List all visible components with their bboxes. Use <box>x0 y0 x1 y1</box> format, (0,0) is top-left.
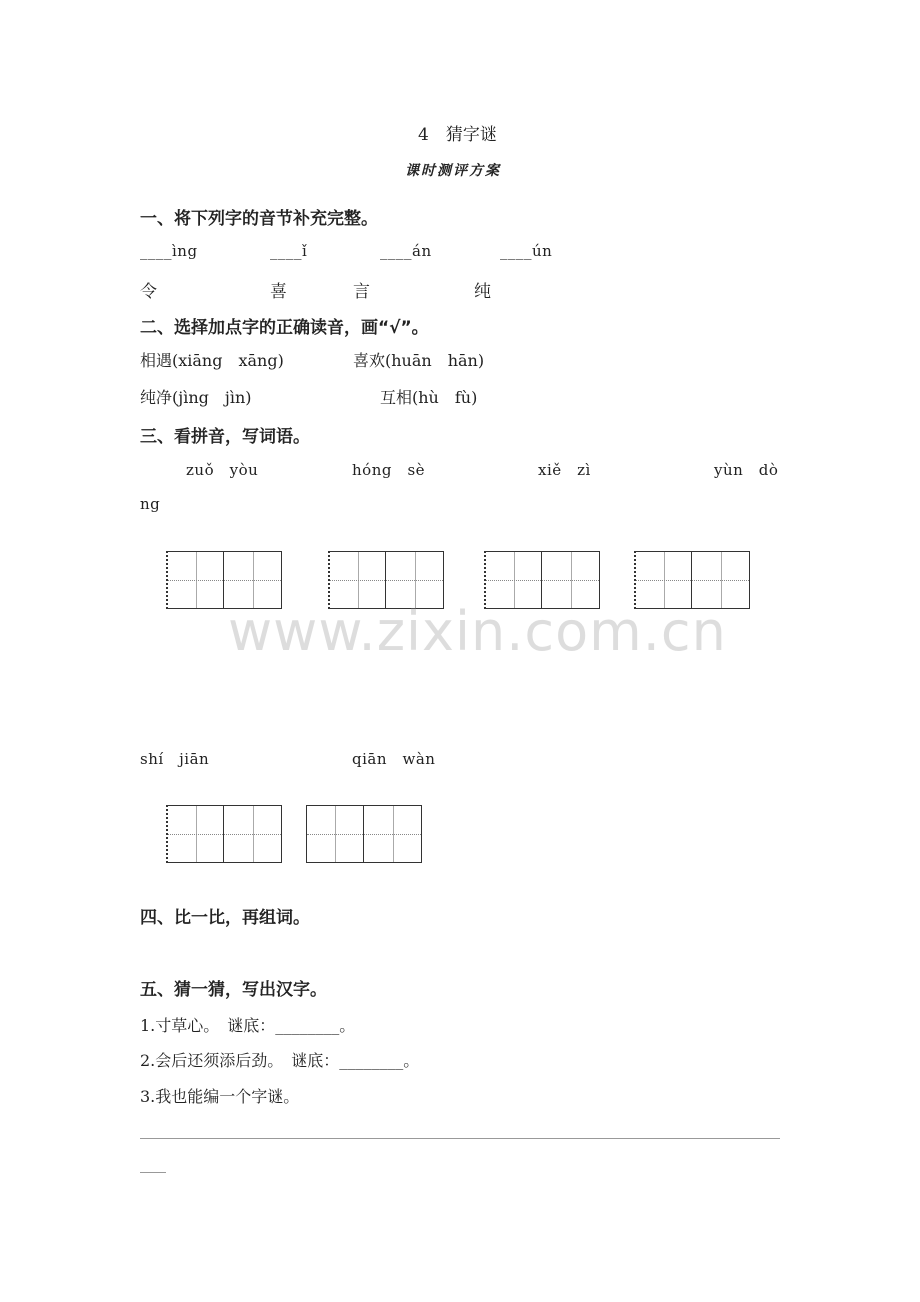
answer-line-tail[interactable] <box>140 1172 166 1173</box>
riddle-3: 3.我也能编一个字谜。 <box>140 1087 300 1106</box>
blank-4: ____ún <box>500 242 553 260</box>
reading-option-4: 互相(hù fù) <box>380 388 478 407</box>
pinyin-1: zuǒ yòu <box>186 461 259 479</box>
watermark: www.zixin.com.cn <box>228 600 727 663</box>
char-2: 喜 <box>270 282 287 302</box>
blank-1: ____ìng <box>140 242 198 260</box>
blank-3: ____án <box>380 242 432 260</box>
section-3-heading: 三、看拼音，写词语。 <box>140 427 310 447</box>
reading-option-1: 相遇(xiāng xāng) <box>140 351 284 370</box>
section-1-heading: 一、将下列字的音节补充完整。 <box>140 209 378 229</box>
pinyin-3: xiě zì <box>538 461 591 479</box>
char-4: 纯 <box>474 282 491 302</box>
reading-option-2: 喜欢(huān hān) <box>353 351 485 370</box>
writing-cell[interactable] <box>166 551 224 609</box>
reading-option-3: 纯净(jìng jìn) <box>140 388 252 407</box>
riddle-1: 1.寸草心。 谜底：________。 <box>140 1016 356 1035</box>
writing-box-5[interactable] <box>166 805 282 863</box>
page-subtitle: 课时测评方案 <box>405 163 501 179</box>
char-3: 言 <box>353 282 370 302</box>
pinyin-4: yùn dò <box>714 461 779 479</box>
riddle-2: 2.会后还须添后劲。 谜底：________。 <box>140 1051 420 1070</box>
writing-cell[interactable] <box>364 805 422 863</box>
section-2-heading: 二、选择加点字的正确读音，画“√”。 <box>140 318 429 338</box>
answer-line[interactable] <box>140 1138 780 1139</box>
pinyin-5: shí jiān <box>140 750 210 768</box>
writing-cell[interactable] <box>306 805 364 863</box>
section-4-heading: 四、比一比，再组词。 <box>140 908 310 928</box>
pinyin-6: qiān wàn <box>352 750 436 768</box>
pinyin-4-wrap: ng <box>140 495 161 513</box>
writing-cell[interactable] <box>224 805 282 863</box>
section-5-heading: 五、猜一猜，写出汉字。 <box>140 980 327 1000</box>
writing-box-6[interactable] <box>306 805 422 863</box>
writing-cell[interactable] <box>166 805 224 863</box>
pinyin-2: hóng sè <box>352 461 426 479</box>
page-title: 4 猜字谜 <box>418 125 497 145</box>
blank-2: ____ǐ <box>270 242 308 260</box>
char-1: 令 <box>140 282 157 302</box>
